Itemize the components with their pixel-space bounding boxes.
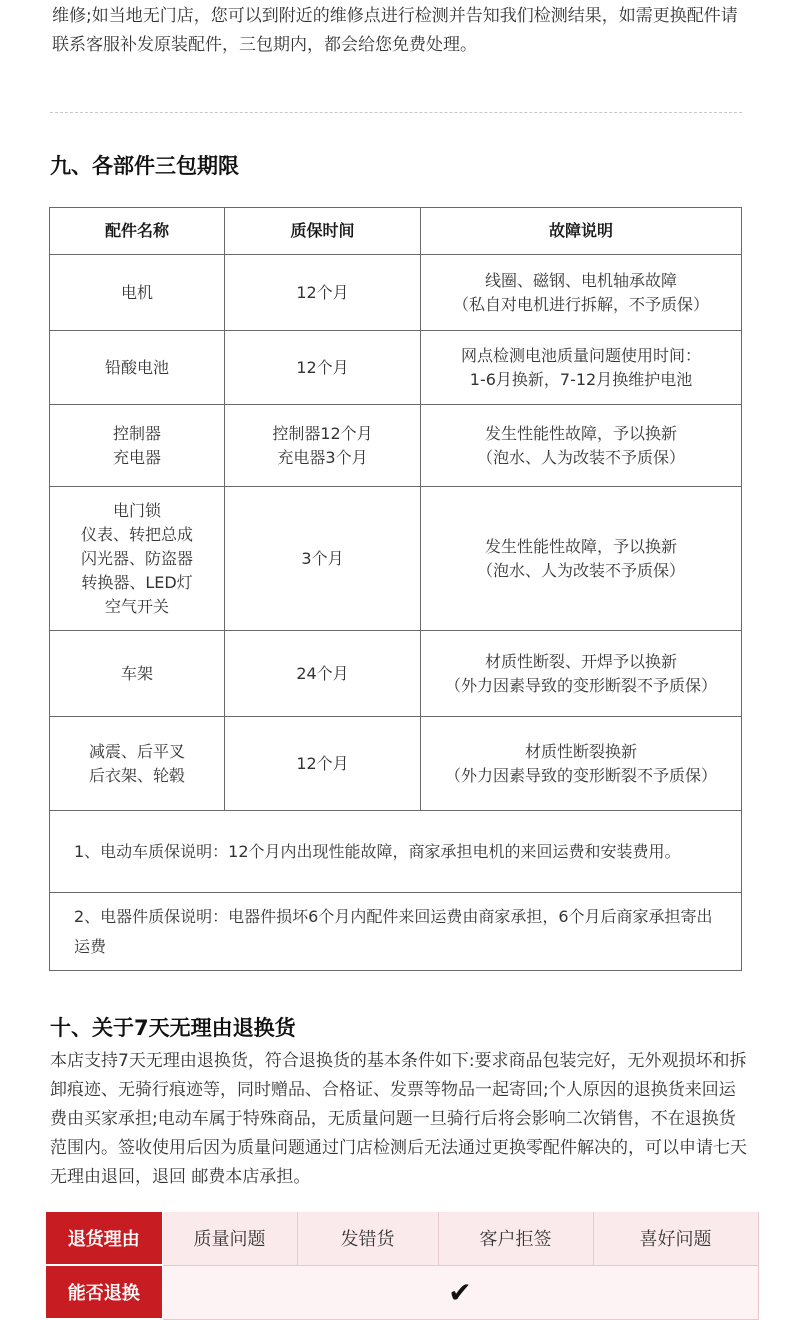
table-row — [50, 255, 742, 331]
reason-preference: 喜好问题 — [593, 1212, 758, 1265]
warranty-table — [49, 207, 742, 971]
warranty-period: 12个月 — [225, 331, 421, 405]
part-name: 减震、后平叉 后衣架、轮毂 — [50, 717, 225, 811]
return-reason-header: 退货理由 — [46, 1212, 162, 1265]
table-row — [50, 717, 742, 811]
warranty-period: 控制器12个月 充电器3个月 — [225, 405, 421, 487]
section-9-title: 九、各部件三包期限 — [50, 154, 239, 178]
fault-description: 发生性能性故障，予以换新 （泡水、人为改装不予质保） — [421, 487, 742, 631]
return-reason-table — [46, 1212, 759, 1320]
part-name: 控制器 充电器 — [50, 405, 225, 487]
part-name: 电门锁 仪表、转把总成 闪光器、防盗器 转换器、LED灯 空气开关 — [50, 487, 225, 631]
return-eligibility-header: 能否退换 — [46, 1265, 162, 1319]
fault-description: 线圈、磁钢、电机轴承故障 （私自对电机进行拆解，不予质保） — [421, 255, 742, 331]
eligibility-cell — [162, 1265, 758, 1319]
warranty-period: 12个月 — [225, 255, 421, 331]
section-10-title: 十、关于7天无理由退换货 — [50, 1016, 296, 1040]
warranty-note-electrical: 2、电器件质保说明：电器件损坏6个月内配件来回运费由商家承担，6个月后商家承担寄出运费 — [50, 893, 742, 971]
return-reason-row — [46, 1212, 758, 1265]
warranty-note-ebike: 1、电动车质保说明：12个月内出现性能故障，商家承担电机的来回运费和安装费用。 — [50, 811, 742, 893]
header-fault-description: 故障说明 — [421, 208, 742, 255]
warranty-note-row — [50, 893, 742, 971]
table-row — [50, 405, 742, 487]
intro-paragraph: 维修;如当地无门店，您可以到附近的维修点进行检测并告知我们检测结果，如需更换配件请联系客服补发原装配件，三包期内，都会给您免费处理。 — [52, 6, 738, 55]
reason-quality-issue: 质量问题 — [162, 1212, 297, 1265]
warranty-header-row — [50, 208, 742, 255]
reason-wrong-item: 发错货 — [297, 1212, 438, 1265]
table-row — [50, 487, 742, 631]
part-name: 铅酸电池 — [50, 331, 225, 405]
fault-description: 材质性断裂换新 （外力因素导致的变形断裂不予质保） — [421, 717, 742, 811]
warranty-period: 3个月 — [225, 487, 421, 631]
warranty-note-row — [50, 811, 742, 893]
table-row — [50, 631, 742, 717]
check-mark-icon: ✔ — [448, 1275, 472, 1309]
part-name: 车架 — [50, 631, 225, 717]
dashed-divider — [50, 112, 742, 113]
return-eligibility-row — [46, 1265, 758, 1319]
fault-description: 材质性断裂、开焊予以换新 （外力因素导致的变形断裂不予质保） — [421, 631, 742, 717]
part-name: 电机 — [50, 255, 225, 331]
fault-description: 网点检测电池质量问题使用时间： 1-6月换新，7-12月换维护电池 — [421, 331, 742, 405]
header-part-name: 配件名称 — [50, 208, 225, 255]
return-policy-paragraph: 本店支持7天无理由退换货，符合退换货的基本条件如下:要求商品包装完好，无外观损坏和拆卸痕迹、无骑行痕迹等，同时赠品、合格证、发票等物品一起寄回;个人原因的退换货来回运费由买家承担;电动车属于特殊商品，无质量问题一旦骑行后将会影响二次销售，不在退换货范围内。签收使用后因为质量问题通过门店检测后无法通过更换零配件解决的，可以申请七天无理由退回，退回 邮费本店承担。 — [50, 1051, 747, 1187]
reason-customer-refused: 客户拒签 — [438, 1212, 593, 1265]
warranty-period: 24个月 — [225, 631, 421, 717]
warranty-period: 12个月 — [225, 717, 421, 811]
fault-description: 发生性能性故障，予以换新 （泡水、人为改装不予质保） — [421, 405, 742, 487]
table-row — [50, 331, 742, 405]
header-warranty-period: 质保时间 — [225, 208, 421, 255]
